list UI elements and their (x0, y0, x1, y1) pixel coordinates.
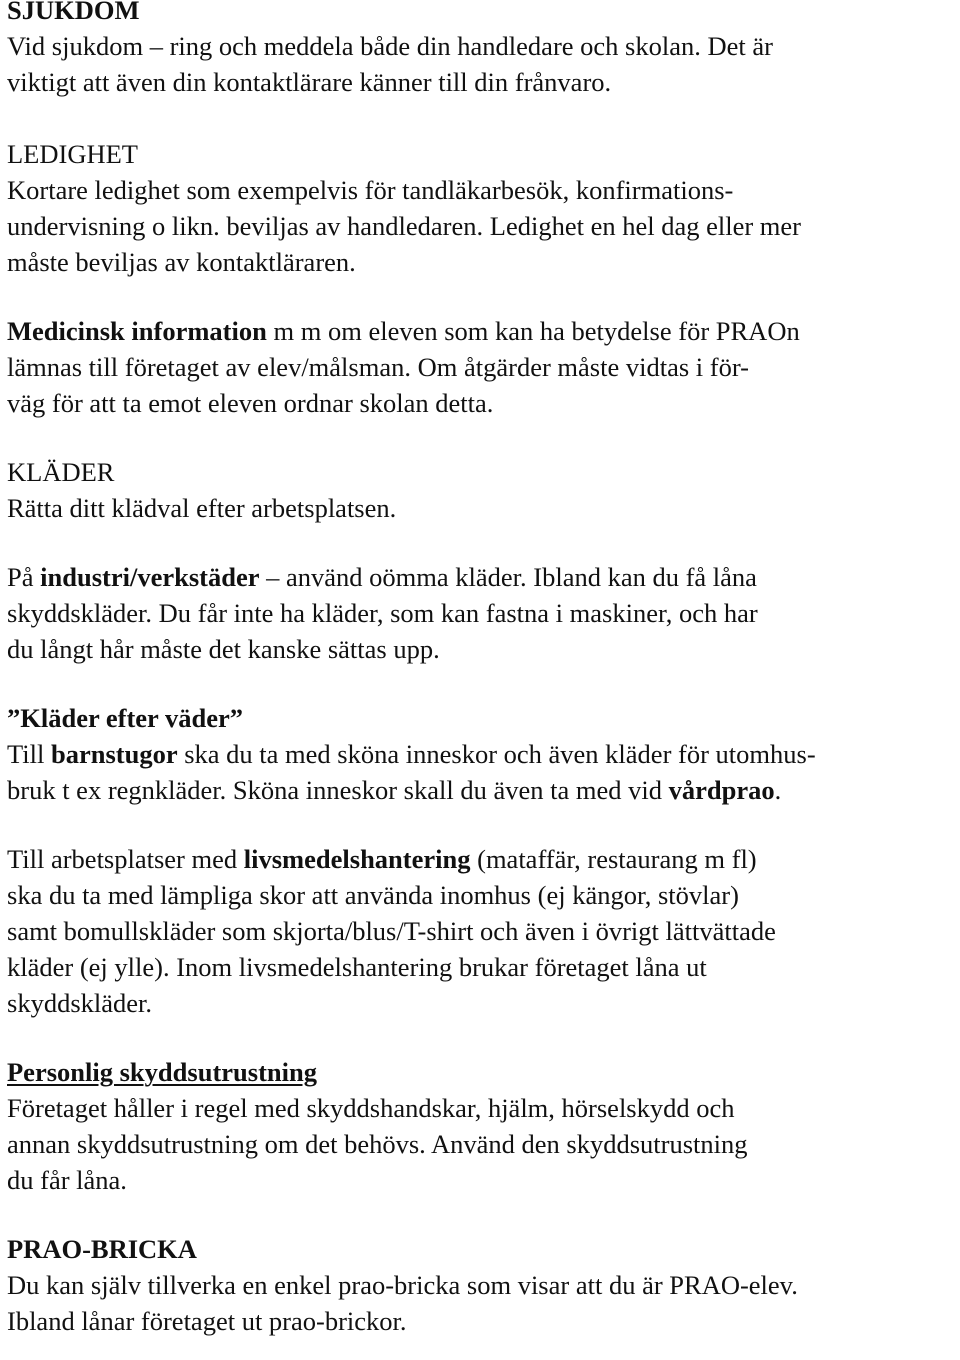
paragraph-line: Du kan själv tillverka en enkel prao-bricka som visar att du är PRAO-elev. (7, 1270, 798, 1300)
paragraph-line: samt bomullskläder som skjorta/blus/T-shirt och även i övrigt lättvättade (7, 916, 776, 946)
inline-text: Till arbetsplatser med (7, 844, 244, 874)
inline-text: – använd oömma kläder. Ibland kan du få låna (259, 562, 757, 592)
paragraph-line: du får låna. (7, 1165, 127, 1195)
paragraph-line: ska du ta med lämpliga skor att använda inomhus (ej kängor, stövlar) (7, 880, 739, 910)
inline-text: På (7, 562, 41, 592)
inline-text: (mataffär, restaurang m fl) (470, 844, 757, 874)
paragraph-line: Företaget håller i regel med skyddshandskar, hjälm, hörselskydd och (7, 1093, 735, 1123)
paragraph-line: undervisning o likn. beviljas av handledaren. Ledighet en hel dag eller mer (7, 211, 802, 241)
paragraph-vader-line1 (7, 736, 952, 772)
paragraph-line: väg för att ta emot eleven ordnar skolan detta. (7, 388, 494, 418)
inline-text: Till (7, 739, 51, 769)
document-page (7, 0, 952, 1339)
inline-text: bruk t ex regnkläder. Sköna inneskor skall du även ta med vid (7, 775, 669, 805)
paragraph-line: skyddskläder. (7, 988, 152, 1018)
heading-klader: KLÄDER (7, 457, 115, 487)
paragraph-line: Kortare ledighet som exempelvis för tandläkarbesök, konfirmations- (7, 175, 734, 205)
paragraph-livsmedel-line1 (7, 841, 952, 877)
paragraph-vader-line2 (7, 772, 952, 808)
paragraph-line: kläder (ej ylle). Inom livsmedelshantering brukar företaget låna ut (7, 952, 707, 982)
paragraph-industri-line1 (7, 559, 952, 595)
bold-term: barnstugor (50, 739, 178, 769)
bold-term: Medicinsk information (7, 316, 267, 346)
paragraph-line: viktigt att även din kontaktlärare känner till din frånvaro. (7, 67, 612, 97)
paragraph-line: Ibland lånar företaget ut prao-brickor. (7, 1306, 407, 1336)
inline-text: ska du ta med sköna inneskor och även kläder för utomhus- (177, 739, 816, 769)
bold-term: industri/verkstäder (40, 562, 260, 592)
inline-text: . (774, 775, 782, 805)
paragraph-medicinsk-line1 (7, 313, 952, 349)
bold-term: livsmedelshantering (243, 844, 471, 874)
heading-sjukdom: SJUKDOM (7, 0, 140, 25)
heading-personlig-skyddsutrustning: Personlig skyddsutrustning (7, 1057, 317, 1087)
paragraph-line: lämnas till företaget av elev/målsman. Om åtgärder måste vidtas i för- (7, 352, 749, 382)
bold-term: vårdprao (668, 775, 775, 805)
paragraph-line: du långt hår måste det kanske sättas upp. (7, 634, 440, 664)
paragraph-line: Rätta ditt klädval efter arbetsplatsen. (7, 493, 397, 523)
paragraph-line: skyddskläder. Du får inte ha kläder, som kan fastna i maskiner, och har (7, 598, 758, 628)
heading-prao-bricka: PRAO-BRICKA (7, 1234, 197, 1264)
inline-text: m m om eleven som kan ha betydelse för PRAOn (266, 316, 800, 346)
heading-ledighet: LEDIGHET (7, 139, 138, 169)
paragraph-line: annan skyddsutrustning om det behövs. Använd den skyddsutrustning (7, 1129, 748, 1159)
heading-klader-efter-vader: ”Kläder efter väder” (7, 703, 243, 733)
paragraph-line: Vid sjukdom – ring och meddela både din handledare och skolan. Det är (7, 31, 773, 61)
paragraph-line: måste beviljas av kontaktläraren. (7, 247, 356, 277)
